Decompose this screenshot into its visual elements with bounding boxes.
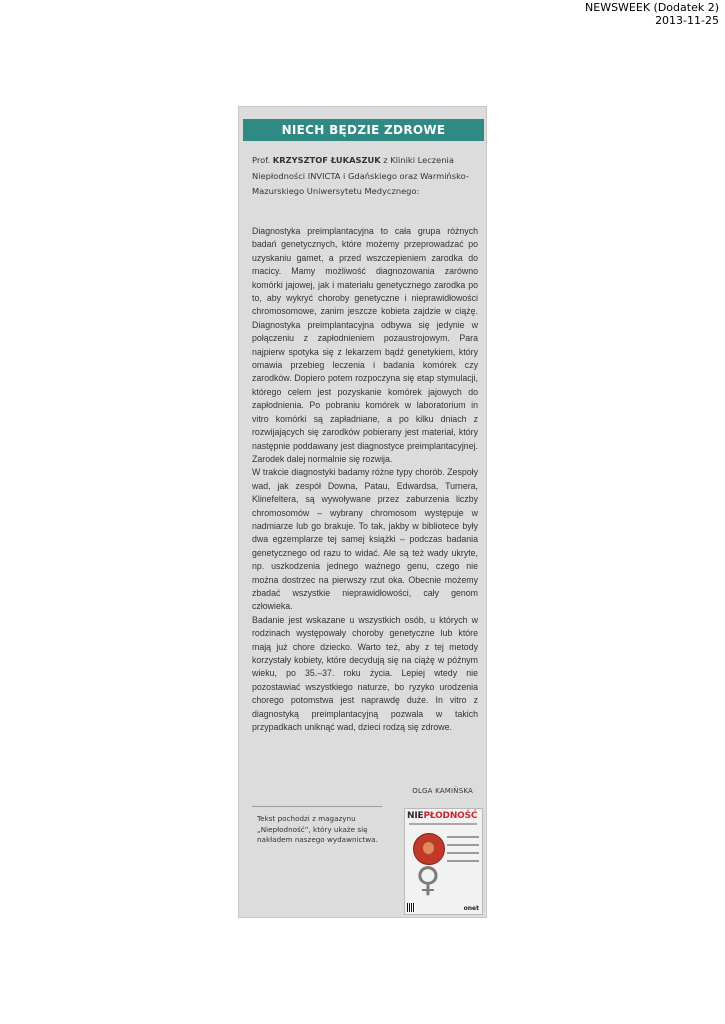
barcode-icon bbox=[407, 903, 415, 912]
publication-date: 2013-11-25 bbox=[655, 14, 719, 27]
divider bbox=[252, 806, 382, 807]
author-byline: OLGA KAMIŃSKA bbox=[412, 787, 473, 795]
article-intro bbox=[252, 153, 480, 200]
intro-name: KRZYSZTOF ŁUKASZUK bbox=[272, 155, 381, 165]
cover-subtitle-bar bbox=[409, 823, 477, 825]
source-note: Tekst pochodzi z magazynu „Niepłodność”, który ukaże się nakładem naszego wydawnictwa. bbox=[257, 814, 378, 844]
document-meta bbox=[585, 1, 719, 27]
publication-name: NEWSWEEK (Dodatek 2) bbox=[585, 1, 719, 14]
article-paragraph: W trakcie diagnostyki badamy różne typy chorób. Zespoły wad, jak zespół Downa, Patau, Edwardsa, Turnera, Klinefeltera, są wywoływane przez zaburzenia liczby chromosomów – wybrany chromosom występuje w nadmiarze lub go brakuje. To tak, jakby w bibliotece były dwa egzemplarze tej samej książki – podczas badania genetycznego od razu to widać. Ale są też wady ukryte, np. uszkodzenia jednego ważnego genu, czego nie można dostrzec na pierwszy rzut oka. Obecnie możemy zbadać wszystkie nieprawidłowości, cały genom człowieka. bbox=[252, 467, 478, 612]
cover-title-prefix: NIE bbox=[407, 811, 424, 821]
cover-headlines bbox=[447, 836, 479, 868]
cover-title bbox=[407, 811, 481, 821]
intro-title: Prof. bbox=[252, 155, 271, 165]
article-paragraph: Diagnostyka preimplantacyjna to cała grupa różnych badań genetycznych, które możemy przeprowadzać po uzyskaniu gamet, a przed wszczepieniem zarodka do macicy. Mamy możliwość diagnozowania zarówno komórki jajowej, jak i materiału genetycznego zarodka po to, aby wykryć choroby genetyczne i nieprawidłowości chromosomowe, zanim jeszcze kobieta zajdzie w ciążę. Diagnostyka preimplantacyjna odbywa się jedynie w połączeniu z zapłodnieniem pozaustrojowym. Para najpierw spotyka się z lekarzem bądź genetykiem, który omawia przebieg leczenia i badania komórek czy zarodków. Dopiero potem rozpoczyna się etap stymulacji, którego celem jest pozyskanie komórek jajowych do zapłodnienia. Po pobraniu komórek w laboratorium in vitro komórki są zapładniane, a po kilku dniach z rozwijających się zarodków pobierany jest materiał, który następnie poddawany jest diagnostyce preimplantacyjnej. Zarodek dalej normalnie się rozwija. bbox=[252, 226, 478, 464]
magazine-cover bbox=[404, 808, 483, 915]
cover-brand-logo: onet bbox=[463, 905, 479, 912]
article-body bbox=[252, 225, 478, 734]
cover-title-accent: PŁODNOŚĆ bbox=[423, 811, 478, 821]
press-clipping bbox=[238, 106, 487, 918]
venus-symbol-icon: ♀ bbox=[415, 860, 441, 900]
article-paragraph: Badanie jest wskazane u wszystkich osób, u których w rodzinach występowały choroby genetyczne lub które mają już chore dziecko. Warto też, aby z tej metody korzystały kobiety, które decydują się na ciążę w późnym wieku, po 35.–37. roku życia. Lepiej wtedy nie pozostawiać wszystkiego naturze, bo ryzyko urodzenia chorego potomstwa jest naprawdę duże. In vitro z diagnostyką preimplantacyjną pozwala w takich przypadkach uniknąć wad, dzieci rodzą się zdrowe. bbox=[252, 614, 478, 733]
article-heading: NIECH BĘDZIE ZDROWE bbox=[243, 119, 484, 141]
intro-affiliation: z Kliniki Leczenia Niepłodności INVICTA i Gdańskiego oraz Warmińsko-Mazurskiego Uniwersytetu Medycznego: bbox=[252, 155, 469, 196]
